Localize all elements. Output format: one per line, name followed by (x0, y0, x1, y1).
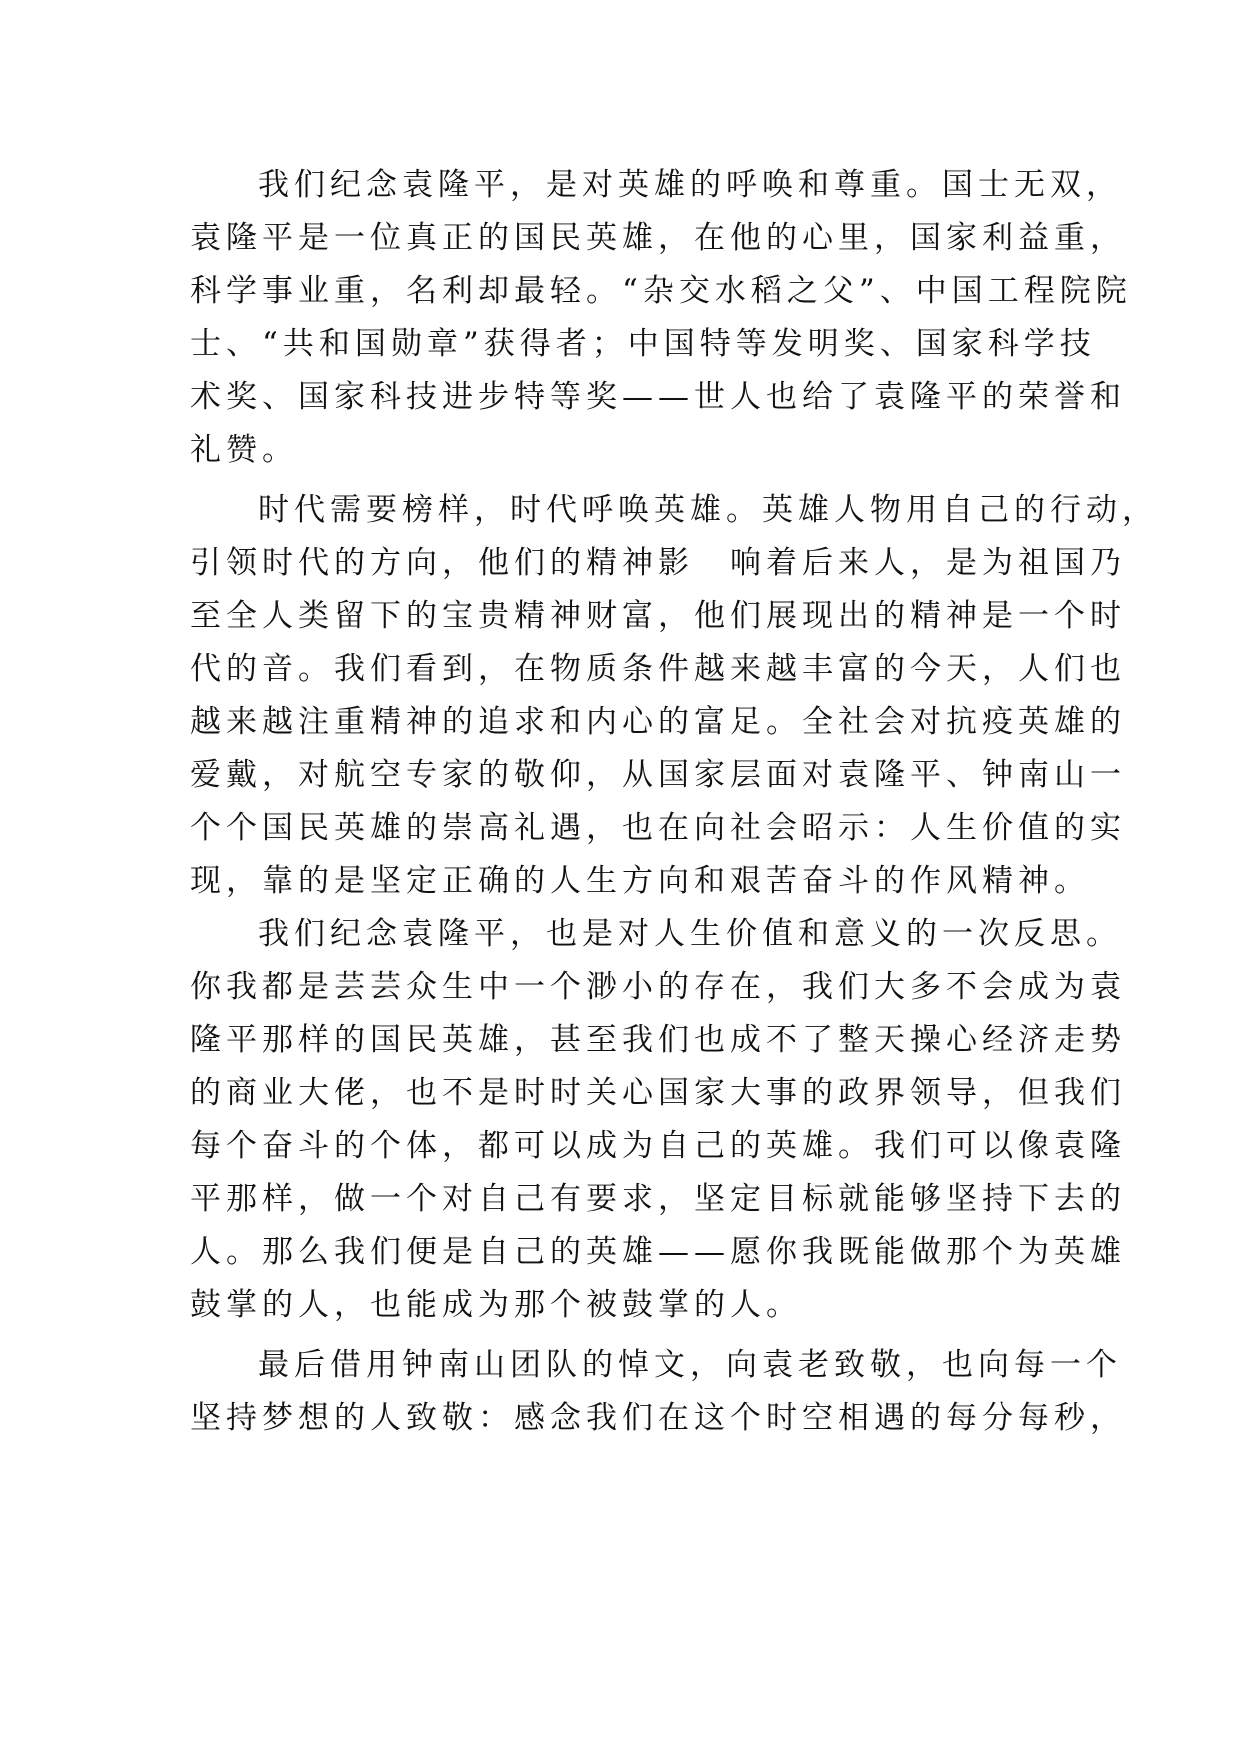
text-line: 个个国民英雄的崇高礼遇，也在向社会昭示：人生价值的实 (190, 810, 1126, 846)
text-line: 术奖、国家科技进步特等奖——世人也给了袁隆平的荣誉和 (190, 379, 1126, 415)
text-line: 爱戴，对航空专家的敬仰，从国家层面对袁隆平、钟南山一 (190, 757, 1126, 793)
text-line: 代的音。我们看到，在物质条件越来越丰富的今天，人们也 (190, 651, 1126, 687)
text-line: 礼赞。 (190, 432, 298, 468)
text-line: 隆平那样的国民英雄，甚至我们也成不了整天操心经济走势 (190, 1022, 1126, 1058)
body-text (190, 159, 1158, 1445)
text-line: 我们纪念袁隆平，也是对人生价值和意义的一次反思。 (258, 916, 1122, 952)
text-line: 的商业大佬，也不是时时关心国家大事的政界领导，但我们 (190, 1075, 1126, 1111)
text-line: 袁隆平是一位真正的国民英雄，在他的心里，国家利益重， (190, 220, 1126, 256)
text-line: 现，靠的是坚定正确的人生方向和艰苦奋斗的作风精神。 (190, 863, 1090, 899)
text-line: 人。那么我们便是自己的英雄——愿你我既能做那个为英雄 (190, 1234, 1126, 1270)
text-line: 科学事业重，名利却最轻。“杂交水稻之父”、中国工程院院 (190, 273, 1132, 309)
text-line: 越来越注重精神的追求和内心的富足。全社会对抗疫英雄的 (190, 704, 1126, 740)
text-line: 至全人类留下的宝贵精神财富，他们展现出的精神是一个时 (190, 598, 1126, 634)
text-line: 坚持梦想的人致敬：感念我们在这个时空相遇的每分每秒， (190, 1400, 1126, 1436)
text-line: 最后借用钟南山团队的悼文，向袁老致敬，也向每一个 (258, 1347, 1122, 1383)
text-line: 时代需要榜样，时代呼唤英雄。英雄人物用自己的行动， (258, 492, 1158, 528)
text-line: 士、“共和国勋章”获得者；中国特等发明奖、国家科学技 (190, 326, 1096, 362)
text-line: 每个奋斗的个体，都可以成为自己的英雄。我们可以像袁隆 (190, 1128, 1126, 1164)
text-line: 鼓掌的人，也能成为那个被鼓掌的人。 (190, 1287, 802, 1323)
text-line: 你我都是芸芸众生中一个渺小的存在，我们大多不会成为袁 (190, 969, 1126, 1005)
text-line: 平那样，做一个对自己有要求，坚定目标就能够坚持下去的 (190, 1181, 1126, 1217)
text-line: 引领时代的方向，他们的精神影 响着后来人，是为祖国乃 (190, 545, 1126, 581)
text-line: 我们纪念袁隆平，是对英雄的呼唤和尊重。国士无双， (258, 167, 1122, 203)
